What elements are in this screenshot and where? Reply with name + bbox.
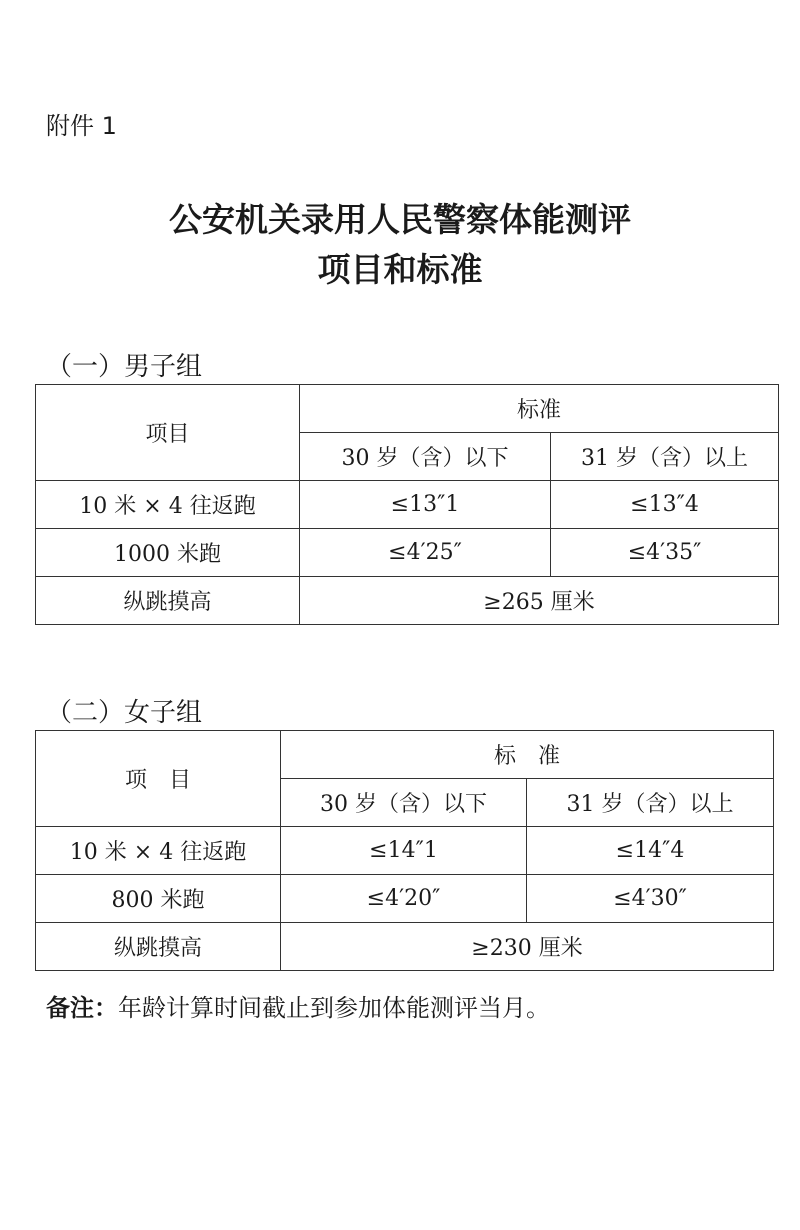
row-item: 800 米跑 [36,875,281,923]
header-item: 项 目 [36,731,281,827]
header-age-under-30: 30 岁（含）以下 [300,433,551,481]
row-item: 10 米 × 4 往返跑 [36,481,300,529]
table-row [36,481,779,529]
male-standards-table [35,384,779,625]
row-value-under: ≤14″1 [281,827,527,875]
female-standards-table [35,730,774,971]
table-row [36,923,774,971]
header-standard: 标准 [300,385,779,433]
row-item: 1000 米跑 [36,529,300,577]
header-item: 项目 [36,385,300,481]
note-text: 年龄计算时间截止到参加体能测评当月。 [118,994,550,1022]
row-value-over: ≤4′35″ [551,529,779,577]
document-title-line1: 公安机关录用人民警察体能测评 [169,200,631,239]
header-age-over-31: 31 岁（含）以上 [527,779,774,827]
row-value-under: ≤13″1 [300,481,551,529]
header-age-under-30: 30 岁（含）以下 [281,779,527,827]
header-age-over-31: 31 岁（含）以上 [551,433,779,481]
row-value-combined: ≥265 厘米 [300,577,779,625]
table-row [36,529,779,577]
table-header-row [36,731,774,779]
row-item: 纵跳摸高 [36,923,281,971]
header-standard: 标 准 [281,731,774,779]
document-title-line2: 项目和标准 [317,250,483,289]
table-header-row [36,385,779,433]
row-item: 纵跳摸高 [36,577,300,625]
note-label: 备注： [46,994,118,1022]
table-row [36,577,779,625]
table-row [36,875,774,923]
note [46,988,550,1023]
row-value-over: ≤13″4 [551,481,779,529]
attachment-label: 附件 1 [46,112,117,140]
table-row [36,827,774,875]
row-value-over: ≤14″4 [527,827,774,875]
row-value-over: ≤4′30″ [527,875,774,923]
male-section-heading: （一）男子组 [46,352,203,382]
row-item: 10 米 × 4 往返跑 [36,827,281,875]
female-section-heading: （二）女子组 [46,698,203,728]
row-value-under: ≤4′25″ [300,529,551,577]
row-value-combined: ≥230 厘米 [281,923,774,971]
row-value-under: ≤4′20″ [281,875,527,923]
